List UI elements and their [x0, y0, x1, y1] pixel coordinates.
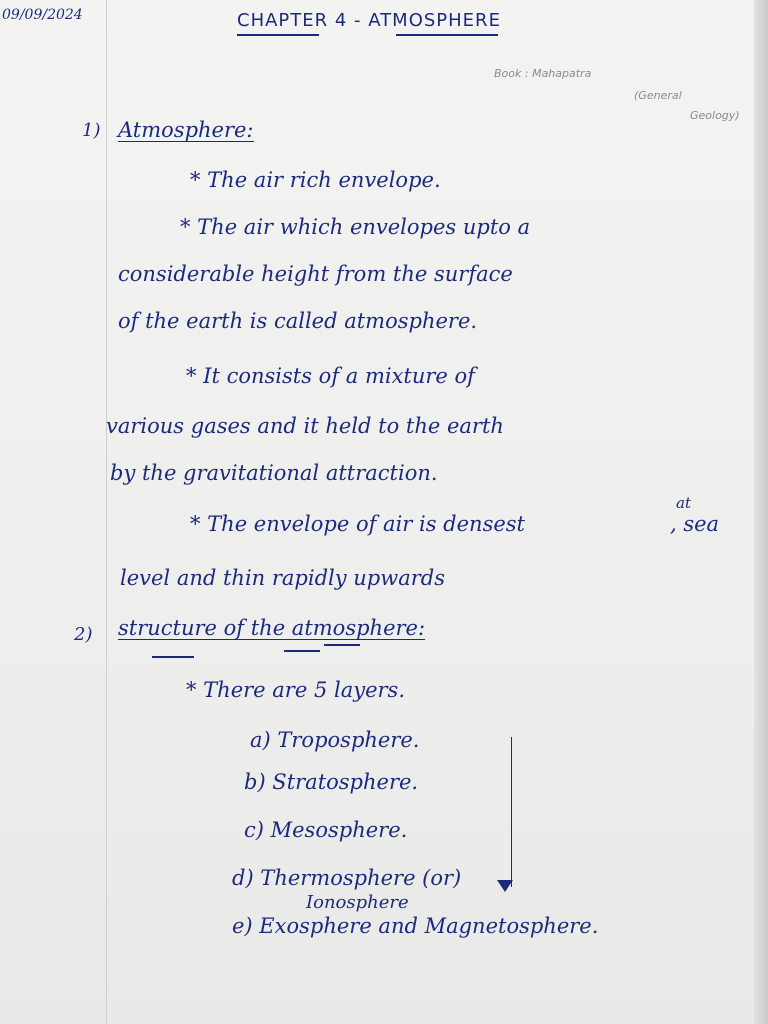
section-1-heading: Atmosphere:	[118, 118, 254, 142]
point-4-line-2: level and thin rapidly upwards	[120, 566, 446, 590]
point-4-line-1: * The envelope of air is densest	[190, 512, 525, 536]
down-arrow-icon	[497, 880, 513, 892]
book-reference: Book : Mahapatra	[494, 67, 592, 80]
title-underline	[237, 34, 319, 36]
point-3-line-2: various gases and it held to the earth	[106, 414, 504, 438]
point-1: * The air rich envelope.	[190, 168, 441, 192]
layers-bracket	[503, 737, 512, 887]
section-2-number: 2)	[74, 624, 93, 645]
chapter-title: CHAPTER 4 - ATMOSPHERE	[237, 10, 501, 31]
heading-underline-2	[284, 650, 320, 652]
page-date: 09/09/2024	[2, 7, 83, 23]
point-2-line-1: * The air which envelopes upto a	[180, 215, 531, 239]
page-edge	[754, 0, 768, 1024]
layers-intro: * There are 5 layers.	[186, 678, 405, 702]
section-1-number: 1)	[82, 120, 101, 141]
layer-e: e) Exosphere and Magnetosphere.	[232, 914, 599, 938]
layer-b: b) Stratosphere.	[244, 770, 419, 794]
point-4-end: , sea	[670, 512, 720, 536]
layer-d-alt: Ionosphere	[306, 892, 409, 913]
title-underline-2	[396, 34, 498, 36]
layer-a: a) Troposphere.	[250, 728, 420, 752]
section-2-heading: structure of the atmosphere:	[118, 616, 426, 640]
margin-line	[106, 0, 107, 1024]
point-3-line-1: * It consists of a mixture of	[186, 364, 475, 388]
heading-underline-3	[324, 644, 360, 646]
subject-reference-1: (General	[634, 89, 682, 102]
point-2-line-2: considerable height from the surface	[118, 262, 513, 286]
heading-underline	[152, 656, 194, 658]
point-4-insert: at	[676, 494, 691, 512]
layer-d: d) Thermosphere (or)	[232, 866, 462, 890]
point-3-line-3: by the gravitational attraction.	[110, 461, 438, 485]
layer-c: c) Mesosphere.	[244, 818, 408, 842]
point-2-line-3: of the earth is called atmosphere.	[118, 309, 478, 333]
subject-reference-2: Geology)	[690, 109, 740, 122]
